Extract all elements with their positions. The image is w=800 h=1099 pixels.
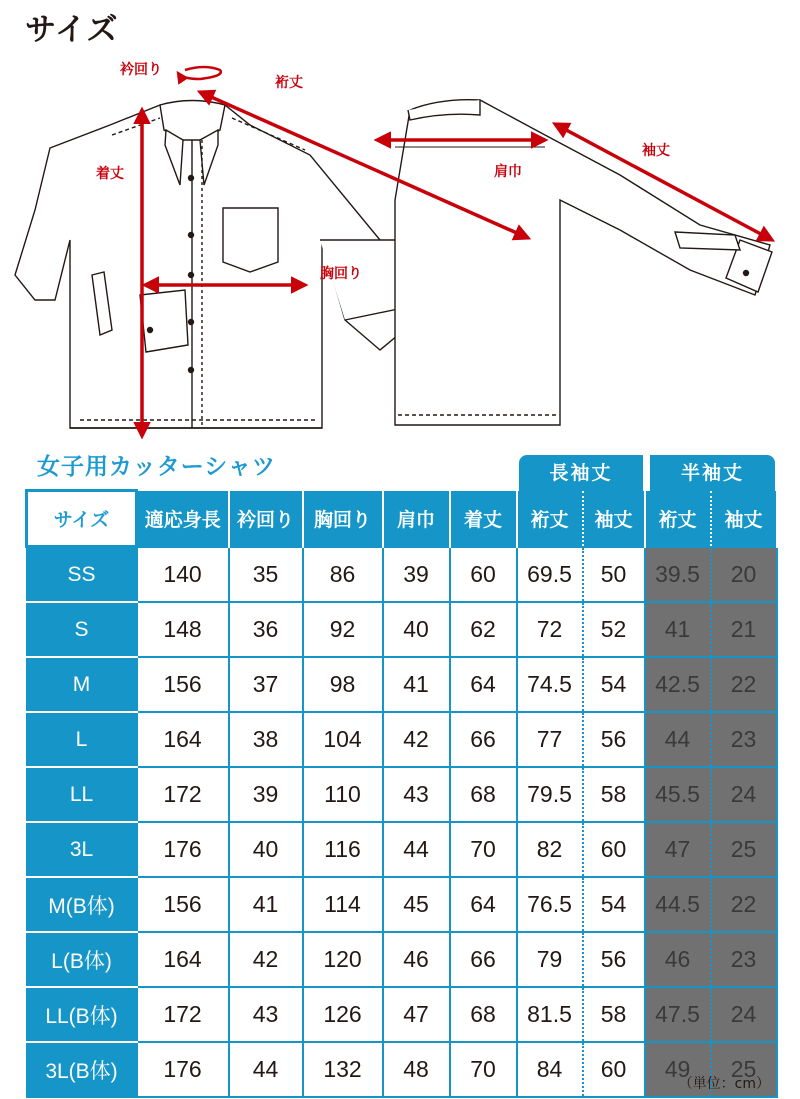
label-yuki: 裄丈	[275, 75, 303, 91]
label-length: 着丈	[96, 166, 124, 182]
table-row	[27, 657, 777, 712]
header-short-sleeve: 袖丈	[711, 491, 777, 547]
cell-shoulder: 46	[383, 932, 450, 987]
cell-short-sleeve: 24	[711, 767, 777, 822]
cell-long-yuki: 72	[517, 602, 583, 657]
cell-long-yuki: 79.5	[517, 767, 583, 822]
cell-collar: 41	[229, 877, 303, 932]
cell-length: 68	[450, 767, 517, 822]
cell-short-yuki: 44	[645, 712, 711, 767]
cell-collar: 38	[229, 712, 303, 767]
cell-chest: 104	[303, 712, 383, 767]
cell-long-yuki: 79	[517, 932, 583, 987]
label-chest: 胸回り	[320, 266, 362, 282]
cell-collar: 37	[229, 657, 303, 712]
cell-chest: 114	[303, 877, 383, 932]
table-row	[27, 822, 777, 877]
label-shoulder: 肩巾	[494, 164, 522, 180]
table-row	[27, 987, 777, 1042]
cell-short-sleeve: 25	[711, 1042, 777, 1097]
table-row	[27, 547, 777, 603]
cell-short-yuki: 44.5	[645, 877, 711, 932]
cell-short-sleeve: 20	[711, 547, 777, 603]
cell-length: 70	[450, 822, 517, 877]
cell-short-yuki: 49	[645, 1042, 711, 1097]
cell-long-yuki: 76.5	[517, 877, 583, 932]
size-table	[25, 489, 778, 1098]
cell-size: M	[27, 657, 137, 712]
cell-shoulder: 45	[383, 877, 450, 932]
header-short-yuki: 裄丈	[645, 491, 711, 547]
page-title: サイズ	[25, 12, 119, 48]
cell-collar: 36	[229, 602, 303, 657]
cell-long-sleeve: 50	[583, 547, 645, 603]
cell-chest: 92	[303, 602, 383, 657]
cell-height: 148	[137, 602, 229, 657]
cell-long-sleeve: 52	[583, 602, 645, 657]
cell-size: LL	[27, 767, 137, 822]
cell-chest: 86	[303, 547, 383, 603]
cell-short-yuki: 47	[645, 822, 711, 877]
cell-short-sleeve: 24	[711, 987, 777, 1042]
cell-long-sleeve: 54	[583, 657, 645, 712]
cell-size: L(B体)	[27, 932, 137, 987]
cell-short-sleeve: 25	[711, 822, 777, 877]
table-row	[27, 767, 777, 822]
cell-height: 176	[137, 822, 229, 877]
cell-size: L	[27, 712, 137, 767]
header-height: 適応身長	[137, 491, 229, 547]
table-row	[27, 712, 777, 767]
table-row	[27, 877, 777, 932]
cell-chest: 116	[303, 822, 383, 877]
cell-short-yuki: 45.5	[645, 767, 711, 822]
cell-shoulder: 43	[383, 767, 450, 822]
cell-long-sleeve: 54	[583, 877, 645, 932]
cell-short-sleeve: 22	[711, 877, 777, 932]
table-header-row	[27, 491, 777, 547]
cell-size: LL(B体)	[27, 987, 137, 1042]
shirt-measurement-diagram	[0, 0, 800, 450]
cell-chest: 110	[303, 767, 383, 822]
cell-long-yuki: 81.5	[517, 987, 583, 1042]
cell-long-sleeve: 58	[583, 987, 645, 1042]
cell-height: 156	[137, 657, 229, 712]
table-title: 女子用カッターシャツ	[37, 454, 276, 480]
header-long-yuki: 裄丈	[517, 491, 583, 547]
header-size: サイズ	[27, 491, 137, 547]
cell-height: 140	[137, 547, 229, 603]
cell-long-sleeve: 60	[583, 1042, 645, 1097]
cell-collar: 42	[229, 932, 303, 987]
cell-shoulder: 47	[383, 987, 450, 1042]
cell-short-yuki: 42.5	[645, 657, 711, 712]
cell-height: 164	[137, 932, 229, 987]
cell-long-sleeve: 56	[583, 712, 645, 767]
cell-height: 172	[137, 987, 229, 1042]
header-long-sleeve: 袖丈	[583, 491, 645, 547]
cell-collar: 35	[229, 547, 303, 603]
cell-long-yuki: 77	[517, 712, 583, 767]
header-shoulder: 肩巾	[383, 491, 450, 547]
cell-long-sleeve: 58	[583, 767, 645, 822]
table-body	[27, 547, 777, 1098]
cell-short-yuki: 46	[645, 932, 711, 987]
cell-length: 64	[450, 657, 517, 712]
cell-length: 60	[450, 547, 517, 603]
cell-collar: 43	[229, 987, 303, 1042]
cell-size: 3L(B体)	[27, 1042, 137, 1097]
table-row	[27, 602, 777, 657]
cell-size: S	[27, 602, 137, 657]
cell-short-sleeve: 21	[711, 602, 777, 657]
unit-note: （単位：cm）	[678, 1076, 770, 1092]
cell-shoulder: 48	[383, 1042, 450, 1097]
cell-chest: 132	[303, 1042, 383, 1097]
cell-shoulder: 41	[383, 657, 450, 712]
group-header-long-sleeve: 長袖丈	[519, 455, 643, 491]
cell-length: 70	[450, 1042, 517, 1097]
cell-chest: 98	[303, 657, 383, 712]
cell-long-yuki: 69.5	[517, 547, 583, 603]
cell-height: 172	[137, 767, 229, 822]
table-row	[27, 932, 777, 987]
cell-height: 176	[137, 1042, 229, 1097]
cell-length: 62	[450, 602, 517, 657]
cell-short-yuki: 41	[645, 602, 711, 657]
group-header-short-sleeve: 半袖丈	[650, 455, 775, 491]
cell-height: 164	[137, 712, 229, 767]
header-collar: 衿回り	[229, 491, 303, 547]
cell-chest: 120	[303, 932, 383, 987]
cell-long-sleeve: 60	[583, 822, 645, 877]
cell-collar: 40	[229, 822, 303, 877]
cell-shoulder: 42	[383, 712, 450, 767]
cell-collar: 44	[229, 1042, 303, 1097]
cell-long-sleeve: 56	[583, 932, 645, 987]
cell-collar: 39	[229, 767, 303, 822]
cell-short-yuki: 39.5	[645, 547, 711, 603]
header-chest: 胸回り	[303, 491, 383, 547]
cell-long-yuki: 84	[517, 1042, 583, 1097]
cell-size: 3L	[27, 822, 137, 877]
collar-arrow	[178, 67, 221, 79]
label-collar: 衿回り	[120, 62, 162, 78]
table-row	[27, 1042, 777, 1097]
cell-length: 66	[450, 712, 517, 767]
cell-shoulder: 39	[383, 547, 450, 603]
cell-short-yuki: 47.5	[645, 987, 711, 1042]
shirt-back-view	[395, 100, 772, 425]
cell-length: 68	[450, 987, 517, 1042]
cell-size: M(B体)	[27, 877, 137, 932]
cell-length: 66	[450, 932, 517, 987]
cell-shoulder: 40	[383, 602, 450, 657]
cell-long-yuki: 82	[517, 822, 583, 877]
cell-size: SS	[27, 547, 137, 603]
cell-short-sleeve: 23	[711, 712, 777, 767]
label-sleeve: 袖丈	[642, 143, 670, 159]
cell-long-yuki: 74.5	[517, 657, 583, 712]
header-length: 着丈	[450, 491, 517, 547]
cell-chest: 126	[303, 987, 383, 1042]
cell-height: 156	[137, 877, 229, 932]
cell-short-sleeve: 22	[711, 657, 777, 712]
cell-short-sleeve: 23	[711, 932, 777, 987]
cell-shoulder: 44	[383, 822, 450, 877]
cell-length: 64	[450, 877, 517, 932]
